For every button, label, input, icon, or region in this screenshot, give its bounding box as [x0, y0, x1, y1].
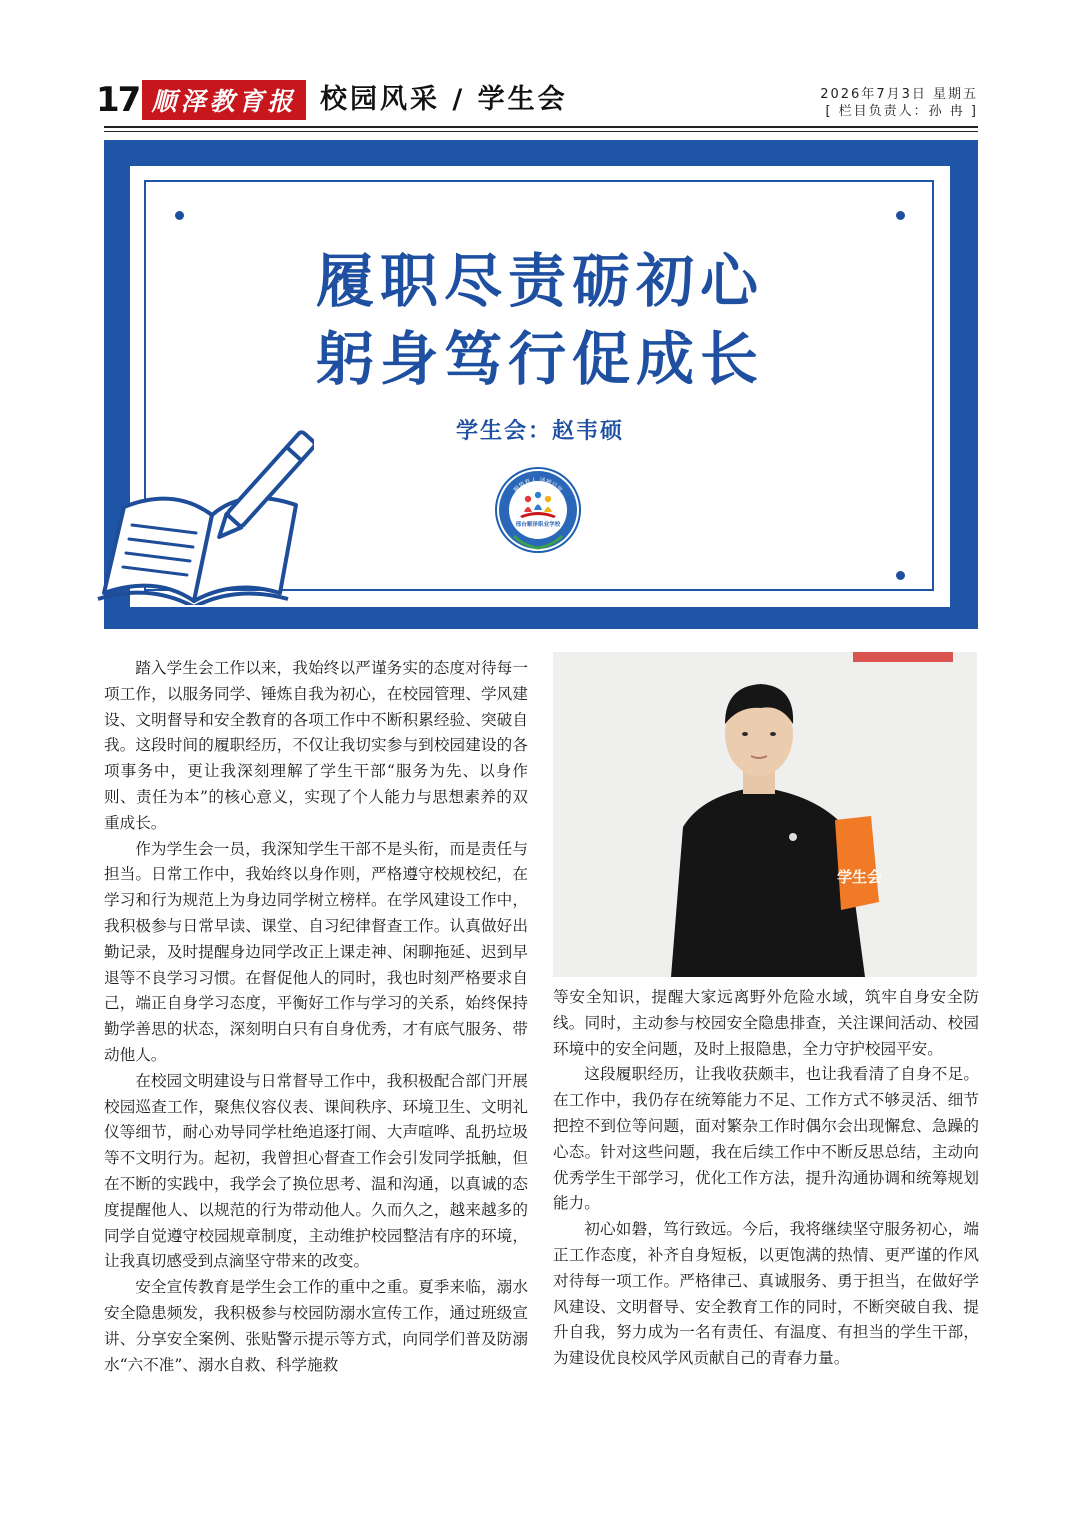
corner-dot [175, 211, 184, 220]
issue-date: 2026年7月3日 星期五 [820, 87, 978, 102]
headline-line-1: 履职尽责砺初心 [315, 247, 764, 315]
column-editor: [ 栏目负责人：孙 冉 ] [825, 104, 978, 119]
article-paragraph: 这段履职经历，让我收获颇丰，也让我看清了自身不足。在工作中，我仍存在统筹能力不足、工作方式不够灵活、细节把控不到位等问题，面对繁杂工作时偶尔会出现懈怠、急躁的心态。针对这些问题，我在后续工作中不断反思总结，主动向优秀学生干部学习，优化工作方法，提升沟通协调和统筹规划能力。 [553, 1065, 979, 1213]
article-column-right [553, 985, 979, 1372]
section-title: 校园风采 / 学生会 [320, 84, 568, 115]
newspaper-masthead: 顺泽教育报 [142, 80, 306, 120]
article-paragraph: 初心如磐，笃行致远。今后，我将继续坚守服务初心，端正工作态度，补齐自身短板，以更饱满的热情、更严谨的作风对待每一项工作。严格律己、真诚服务、勇于担当，在做好学风建设、文明督导、安全教育工作的同时，不断突破自我、提升自我，努力成为一名有责任、有温度、有担当的学生干部，为建设优良校风学风贡献自己的青春力量。 [553, 1220, 979, 1368]
student-photo [553, 652, 977, 977]
headline-line-2: 躬身笃行促成长 [315, 325, 764, 393]
header-rule-thin [104, 131, 978, 132]
byline: 学生会：赵韦硕 [455, 419, 624, 444]
page-header [0, 0, 1080, 132]
page-number: 17 [96, 80, 140, 120]
emblem-school-name: 邢台顺泽职业学校 [515, 522, 561, 528]
corner-dot [896, 211, 905, 220]
article-paragraph: 等安全知识，提醒大家远离野外危险水域，筑牢自身安全防线。同时，主动参与校园安全隐患排查，关注课间活动、校园环境中的安全问题，及时上报隐患，全力守护校园平安。 [553, 988, 979, 1058]
school-emblem-icon [494, 466, 582, 554]
article-paragraph: 踏入学生会工作以来，我始终以严谨务实的态度对待每一项工作，以服务同学、锤炼自我为初心，在校园管理、学风建设、文明督导和安全教育的各项工作中不断积累经验、突破自我。这段时间的履职经历，不仅让我切实参与到校园建设的各项事务中，更让我深刻理解了学生干部“服务为先、以身作则、责任为本”的核心意义，实现了个人能力与思想素养的双重成长。 [104, 659, 528, 832]
article-paragraph: 作为学生会一员，我深知学生干部不是头衔，而是责任与担当。日常工作中，我始终以身作则，严格遵守校规校纪，在学习和行为规范上为身边同学树立榜样。在学风建设工作中，我积极参与日常早读、课堂、自习纪律督查工作。认真做好出勤记录，及时提醒身边同学改正上课走神、闲聊拖延、迟到早退等不良学习习惯。在督促他人的同时，我也时刻严格要求自己，端正自身学习态度，平衡好工作与学习的关系，始终保持勤学善思的状态，深刻明白只有自身优秀，才有底气服务、带动他人。 [104, 839, 528, 1064]
title-banner [104, 140, 978, 629]
article-paragraph: 在校园文明建设与日常督导工作中，我积极配合部门开展校园巡查工作，聚焦仪容仪表、课间秩序、环境卫生、文明礼仪等细节，耐心劝导同学杜绝追逐打闹、大声喧哗、乱扔垃圾等不文明行为。起初，我曾担心督查工作会引发同学抵触，但在不断的实践中，我学会了换位思考、温和沟通，以真诚的态度提醒他人、以规范的行为带动他人。久而久之，越来越多的同学自觉遵守校园规章制度，主动维护校园整洁有序的环境，让我真切感受到点滴坚守带来的改变。 [104, 1071, 528, 1271]
header-rule [104, 126, 978, 128]
article-column-left [104, 656, 528, 1378]
corner-dot [896, 571, 905, 580]
issue-info [820, 86, 978, 120]
article-paragraph: 安全宣传教育是学生会工作的重中之重。夏季来临，溺水安全隐患频发，我积极参与校园防溺水宣传工作，通过班级宣讲、分享安全案例、张贴警示提示等方式，向同学们普及防溺水“六不准”、溺水自救、科学施救 [104, 1278, 528, 1374]
emblem-motto: 顺势育人 泽被后世 [512, 476, 564, 494]
book-pen-icon [84, 415, 314, 605]
armband-label: 学生会 [837, 868, 883, 886]
student-portrait-image [553, 652, 977, 977]
